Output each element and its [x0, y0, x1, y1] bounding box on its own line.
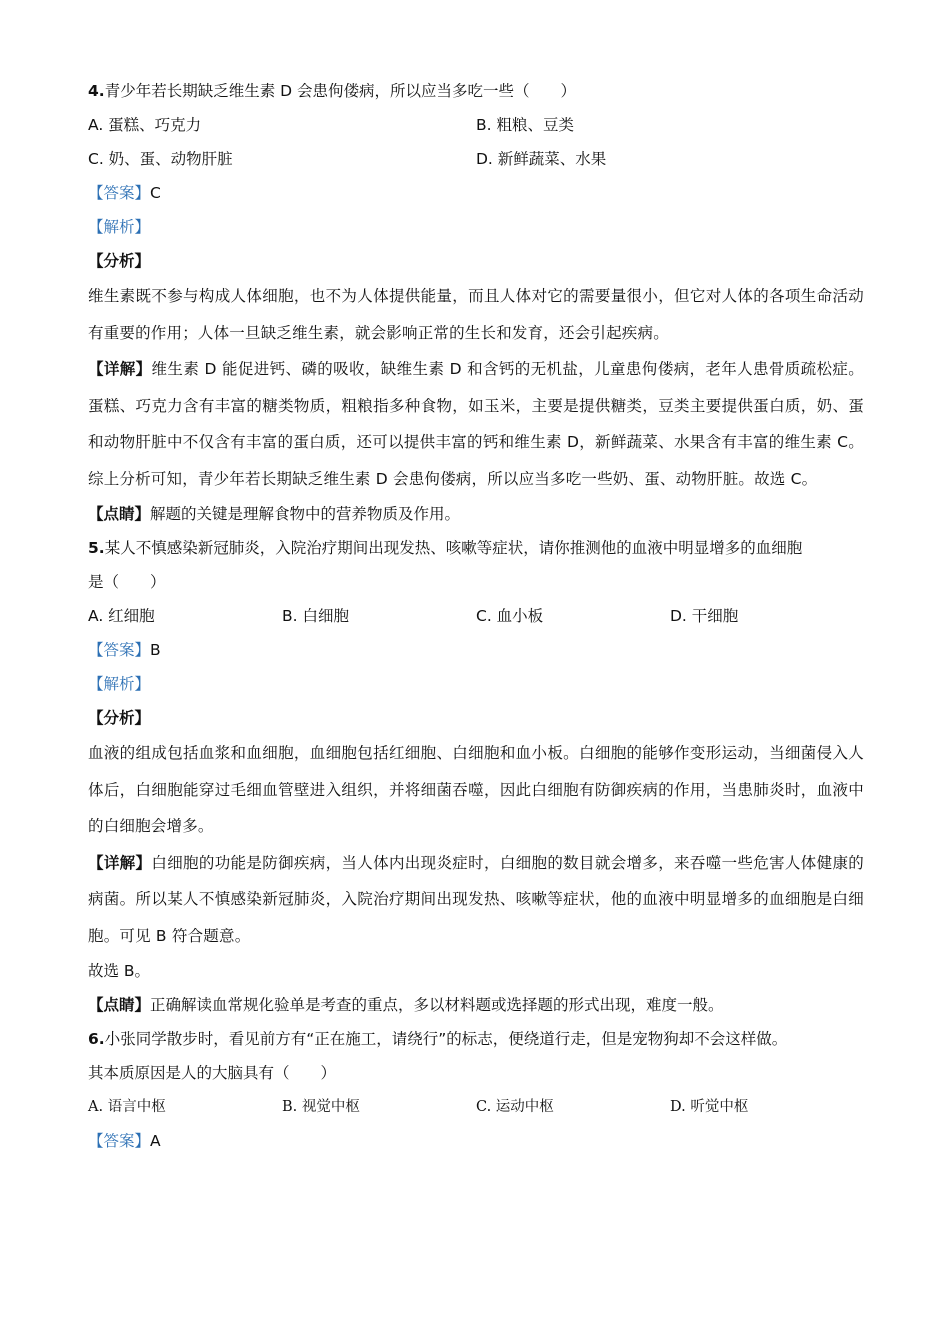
question-5-fenxi-text: 血液的组成包括血浆和血细胞，血细胞包括红细胞、白细胞和血小板。白细胞的能够作变形运动，当细菌侵入人体后，白细胞能穿过毛细血管壁进入组织，并将细菌吞噬，因此白细胞有防御疾病的作用，当患肺炎时，血液中的白细胞会增多。	[88, 744, 864, 835]
option-a: A. 蛋糕、巧克力	[88, 116, 202, 134]
detail-tag: 【详解】	[88, 853, 152, 872]
tip-tag: 【点睛】	[88, 996, 151, 1014]
question-number: 6.	[88, 1030, 105, 1048]
detail-tag: 【详解】	[88, 360, 152, 378]
option-a: A. 语言中枢	[88, 1099, 166, 1115]
question-text: 青少年若长期缺乏维生素 D 会患佝偻病，所以应当多吃一些（ ）	[104, 82, 576, 100]
question-4-answer	[88, 176, 864, 210]
option-b: B. 白细胞	[282, 607, 349, 625]
question-5-detail	[88, 845, 864, 955]
question-text: 某人不慎感染新冠肺炎，入院治疗期间出现发热、咳嗽等症状，请你推测他的血液中明显增多的血细胞	[104, 539, 803, 557]
question-5-analysis-tag: 【解析】	[88, 675, 151, 693]
tip-text: 解题的关键是理解食物中的营养物质及作用。	[150, 505, 461, 523]
question-5-tip	[88, 988, 864, 1022]
question-6-stem-line-2: 其本质原因是人的大脑具有（ ）	[88, 1064, 337, 1082]
option-c: C. 血小板	[476, 607, 544, 625]
question-6-stem-line-1	[88, 1022, 864, 1056]
option-d: D. 听觉中枢	[670, 1099, 749, 1115]
question-4-tip	[88, 497, 864, 531]
question-text: 小张同学散步时，看见前方有“正在施工，请绕行”的标志，便绕道行走，但是宠物狗却不会这样做。	[104, 1030, 788, 1048]
question-5-fenxi-tag: 【分析】	[88, 709, 151, 727]
question-4-stem	[88, 74, 864, 108]
detail-text: 白细胞的功能是防御疾病，当人体内出现炎症时，白细胞的数目就会增多，来吞噬一些危害人体健康的病菌。所以某人不慎感染新冠肺炎，入院治疗期间出现发热、咳嗽等症状，他的血液中明显增多的血细胞是白细胞。可见 B 符合题意。	[88, 853, 864, 945]
option-d: D. 干细胞	[670, 607, 739, 625]
question-4-detail	[88, 351, 864, 497]
option-a: A. 红细胞	[88, 607, 155, 625]
detail-text: 维生素 D 能促进钙、磷的吸收，缺维生素 D 和含钙的无机盐，儿童患佝偻病，老年人患骨质疏松症。蛋糕、巧克力含有丰富的糖类物质，粗粮指多种食物，如玉米，主要是提供糖类，豆类主要提供蛋白质，奶、蛋和动物肝脏中不仅含有丰富的蛋白质，还可以提供丰富的钙和维生素 D，新鲜蔬菜、水果含有丰富的维生素 C。综上分析可知，青少年若长期缺乏维生素 D 会患佝偻病，所以应当多吃一些奶、蛋、动物肝脏。故选 C。	[88, 360, 864, 488]
question-5-answer	[88, 633, 864, 667]
question-4-analysis-tag: 【解析】	[88, 218, 151, 236]
question-4-options-row-1	[88, 108, 864, 142]
answer-tag: 【答案】	[88, 641, 151, 659]
answer-value: A	[150, 1132, 161, 1150]
option-d: D. 新鲜蔬菜、水果	[476, 150, 607, 168]
question-5-stem-line-1	[88, 531, 864, 565]
answer-tag: 【答案】	[88, 184, 151, 202]
tip-tag: 【点睛】	[88, 505, 151, 523]
question-5-conclusion: 故选 B。	[88, 962, 151, 980]
option-b: B. 粗粮、豆类	[476, 116, 574, 134]
question-5-options	[88, 599, 864, 633]
answer-value: B	[150, 641, 161, 659]
question-6-options	[88, 1090, 864, 1124]
question-6-answer	[88, 1124, 864, 1158]
question-4-fenxi-text: 维生素既不参与构成人体细胞，也不为人体提供能量，而且人体对它的需要量很小，但它对人体的各项生命活动有重要的作用；人体一旦缺乏维生素，就会影响正常的生长和发育，还会引起疾病。	[88, 287, 864, 342]
option-b: B. 视觉中枢	[282, 1099, 360, 1115]
question-4-fenxi-tag: 【分析】	[88, 252, 151, 270]
question-5-stem-line-2: 是（ ）	[88, 573, 166, 591]
question-number: 4.	[88, 82, 105, 100]
question-number: 5.	[88, 539, 105, 557]
option-c: C. 运动中枢	[476, 1099, 554, 1115]
answer-value: C	[150, 184, 161, 202]
document-page	[88, 74, 864, 1158]
tip-text: 正确解读血常规化验单是考查的重点，多以材料题或选择题的形式出现，难度一般。	[150, 996, 724, 1014]
answer-tag: 【答案】	[88, 1132, 151, 1150]
option-c: C. 奶、蛋、动物肝脏	[88, 150, 233, 168]
question-4-options-row-2	[88, 142, 864, 176]
